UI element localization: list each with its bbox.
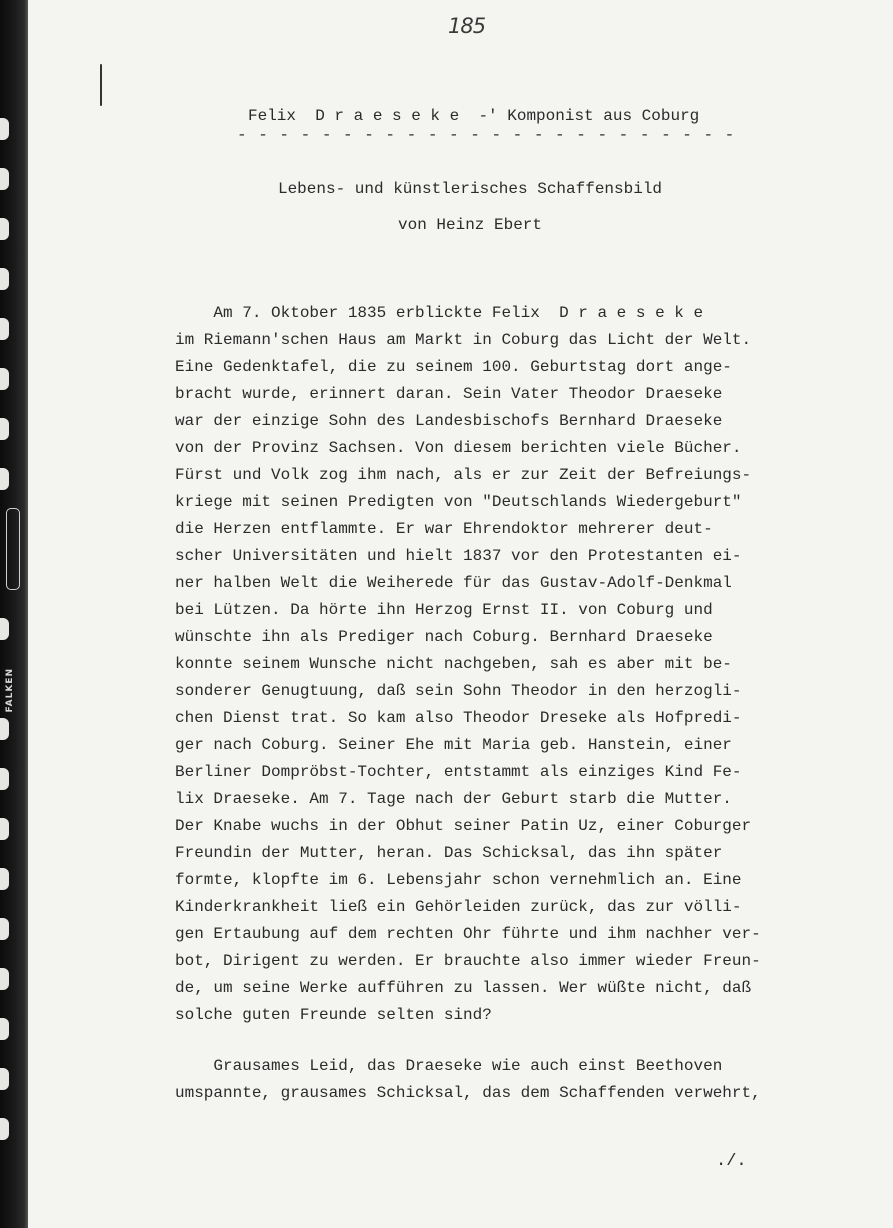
- text-line: bot, Dirigent zu werden. Er brauchte also immer wieder Freun-: [175, 952, 761, 970]
- paragraph-2: [175, 1053, 855, 1107]
- title-underline: - - - - - - - - - - - - - - - - - - - - - - - -: [237, 126, 736, 144]
- punch-hole: [0, 168, 9, 190]
- author-line: von Heinz Ebert: [397, 216, 543, 234]
- text-line: lix Draeseke. Am 7. Tage nach der Geburt starb die Mutter.: [175, 790, 732, 808]
- text-line: Am 7. Oktober 1835 erblickte Felix D r a e s e k e: [175, 304, 704, 322]
- binder-logo-icon: [6, 508, 20, 590]
- punch-hole: [0, 468, 9, 490]
- punch-hole: [0, 418, 9, 440]
- text-line: sonderer Genugtuung, daß sein Sohn Theodor in den herzogli-: [175, 682, 742, 700]
- text-line: scher Universitäten und hielt 1837 vor den Protestanten ei-: [175, 547, 742, 565]
- text-line: gen Ertaubung auf dem rechten Ohr führte und ihm nachher ver-: [175, 925, 761, 943]
- text-line: bei Lützen. Da hörte ihn Herzog Ernst II. von Coburg und: [175, 601, 713, 619]
- text-line: bracht wurde, erinnert daran. Sein Vater Theodor Draeseke: [175, 385, 723, 403]
- punch-hole: [0, 768, 9, 790]
- text-line: war der einzige Sohn des Landesbischofs Bernhard Draeseke: [175, 412, 723, 430]
- punch-hole: [0, 318, 9, 340]
- text-line: ner halben Welt die Weiherede für das Gustav-Adolf-Denkmal: [175, 574, 732, 592]
- punch-hole: [0, 268, 9, 290]
- punch-hole: [0, 818, 9, 840]
- text-line: ger nach Coburg. Seiner Ehe mit Maria geb. Hanstein, einer: [175, 736, 732, 754]
- text-line: umspannte, grausames Schicksal, das dem Schaffenden verwehrt,: [175, 1084, 761, 1102]
- text-line: Fürst und Volk zog ihm nach, als er zur Zeit der Befreiungs-: [175, 466, 752, 484]
- binder-brand: FALKEN: [5, 668, 15, 713]
- text-line: konnte seinem Wunsche nicht nachgeben, sah es aber mit be-: [175, 655, 732, 673]
- margin-pencil-mark: [100, 64, 102, 106]
- punch-hole: [0, 1118, 9, 1140]
- text-line: Kinderkrankheit ließ ein Gehörleiden zurück, das zur völli-: [175, 898, 742, 916]
- punch-hole: [0, 118, 9, 140]
- punch-hole: [0, 618, 9, 640]
- text-line: Grausames Leid, das Draeseke wie auch einst Beethoven: [175, 1057, 723, 1075]
- punch-hole: [0, 868, 9, 890]
- text-line: Freundin der Mutter, heran. Das Schicksal, das ihn später: [175, 844, 723, 862]
- text-line: kriege mit seinen Predigten von "Deutschlands Wiedergeburt": [175, 493, 742, 511]
- text-line: Eine Gedenktafel, die zu seinem 100. Geburtstag dort ange-: [175, 358, 732, 376]
- text-line: Der Knabe wuchs in der Obhut seiner Patin Uz, einer Coburger: [175, 817, 752, 835]
- punch-hole: [0, 368, 9, 390]
- page-number: 185: [448, 14, 486, 38]
- punch-hole: [0, 718, 9, 740]
- punch-hole: [0, 218, 9, 240]
- subtitle: Lebens- und künstlerisches Schaffensbild: [277, 180, 663, 198]
- continuation-mark: ./.: [716, 1152, 747, 1171]
- punch-hole: [0, 1018, 9, 1040]
- punch-hole: [0, 968, 9, 990]
- text-line: formte, klopfte im 6. Lebensjahr schon vernehmlich an. Eine: [175, 871, 742, 889]
- document-title: Felix D r a e s e k e -' Komponist aus Coburg: [248, 107, 700, 125]
- punch-hole: [0, 918, 9, 940]
- paragraph-1: [175, 300, 855, 1029]
- text-line: chen Dienst trat. So kam also Theodor Dreseke als Hofpredi-: [175, 709, 742, 727]
- binder-spine: [0, 0, 28, 1228]
- text-line: solche guten Freunde selten sind?: [175, 1006, 492, 1024]
- punch-hole: [0, 1068, 9, 1090]
- text-line: von der Provinz Sachsen. Von diesem berichten viele Bücher.: [175, 439, 742, 457]
- text-line: wünschte ihn als Prediger nach Coburg. Bernhard Draeseke: [175, 628, 713, 646]
- text-line: im Riemann'schen Haus am Markt in Coburg das Licht der Welt.: [175, 331, 752, 349]
- text-line: de, um seine Werke aufführen zu lassen. Wer wüßte nicht, daß: [175, 979, 752, 997]
- text-line: die Herzen entflammte. Er war Ehrendoktor mehrerer deut-: [175, 520, 713, 538]
- text-line: Berliner Dompröbst-Tochter, entstammt als einziges Kind Fe-: [175, 763, 742, 781]
